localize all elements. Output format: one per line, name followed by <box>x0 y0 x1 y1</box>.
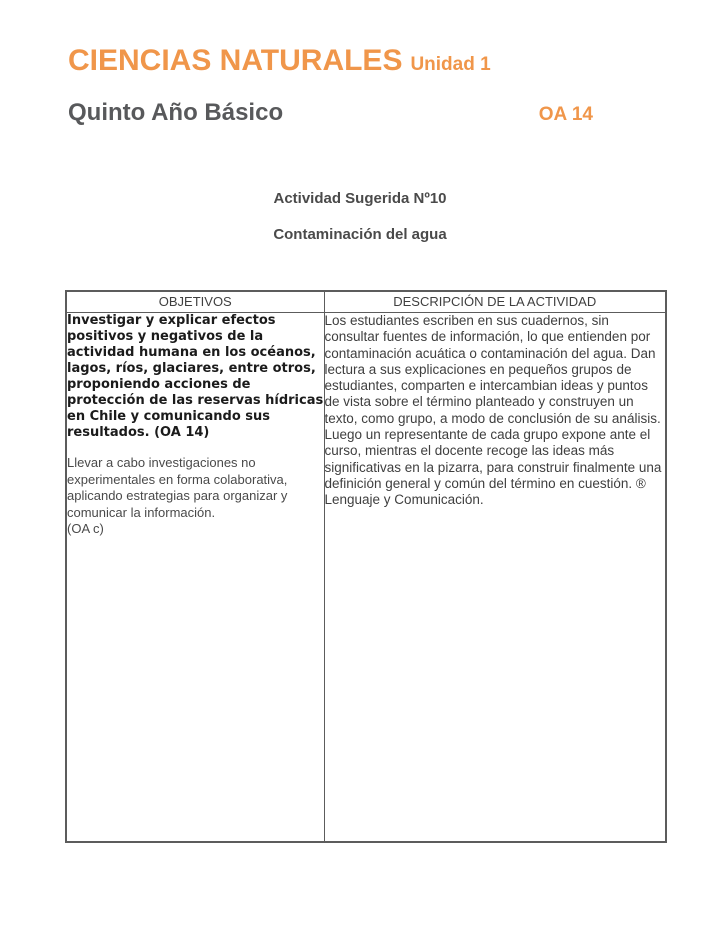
objetivo-primary-text: Investigar y explicar efectos positivos y negativos de la actividad humana en los océanos, lagos, ríos, glaciares, entre otros, proponiendo acciones de protección de las reservas hídricas en Chile y comunicando sus resultados. (OA 14) <box>67 313 324 440</box>
course-title-line <box>68 44 660 77</box>
course-title: CIENCIAS NATURALES <box>68 44 403 77</box>
unit-label: Unidad 1 <box>410 54 491 75</box>
activity-subtitle: Contaminación del agua <box>273 226 447 243</box>
grade-title: Quinto Año Básico <box>68 99 284 126</box>
activity-heading-block <box>0 190 720 243</box>
descripcion-cell <box>324 313 666 843</box>
column-header-objetivos: OBJETIVOS <box>66 291 324 313</box>
table-body-row <box>66 313 666 843</box>
table-header-row <box>66 291 666 313</box>
objetivos-cell <box>66 313 324 843</box>
objetivo-secondary-ref: (OA c) <box>67 521 104 536</box>
activity-title: Actividad Sugerida Nº10 <box>273 190 447 207</box>
column-header-descripcion: DESCRIPCIÓN DE LA ACTIVIDAD <box>324 291 666 313</box>
descripcion-text: Los estudiantes escriben en sus cuadernos, sin consultar fuentes de información, lo que entienden por contaminación acuática o contaminación del agua. Dan lectura a sus explicaciones en pequeños grupos de estudiantes, comparten e intercambian ideas y puntos de vista sobre el término planteado y construyen un texto, como grupo, a modo de conclusión de su análisis. Luego un representante de cada grupo expone ante el curso, mientras el docente recoge las ideas más significativas en la pizarra, para construir finalmente una definición general y común del término en cuestión. ® Lenguaje y Comunicación. <box>324 313 662 508</box>
grade-row <box>68 99 593 127</box>
oa-badge: OA 14 <box>538 104 593 125</box>
objetivo-secondary-text: Llevar a cabo investigaciones no experimentales en forma colaborativa, aplicando estrategias para organizar y comunicar la información. <box>67 455 288 520</box>
activity-table <box>65 290 667 843</box>
document-header <box>68 44 660 127</box>
